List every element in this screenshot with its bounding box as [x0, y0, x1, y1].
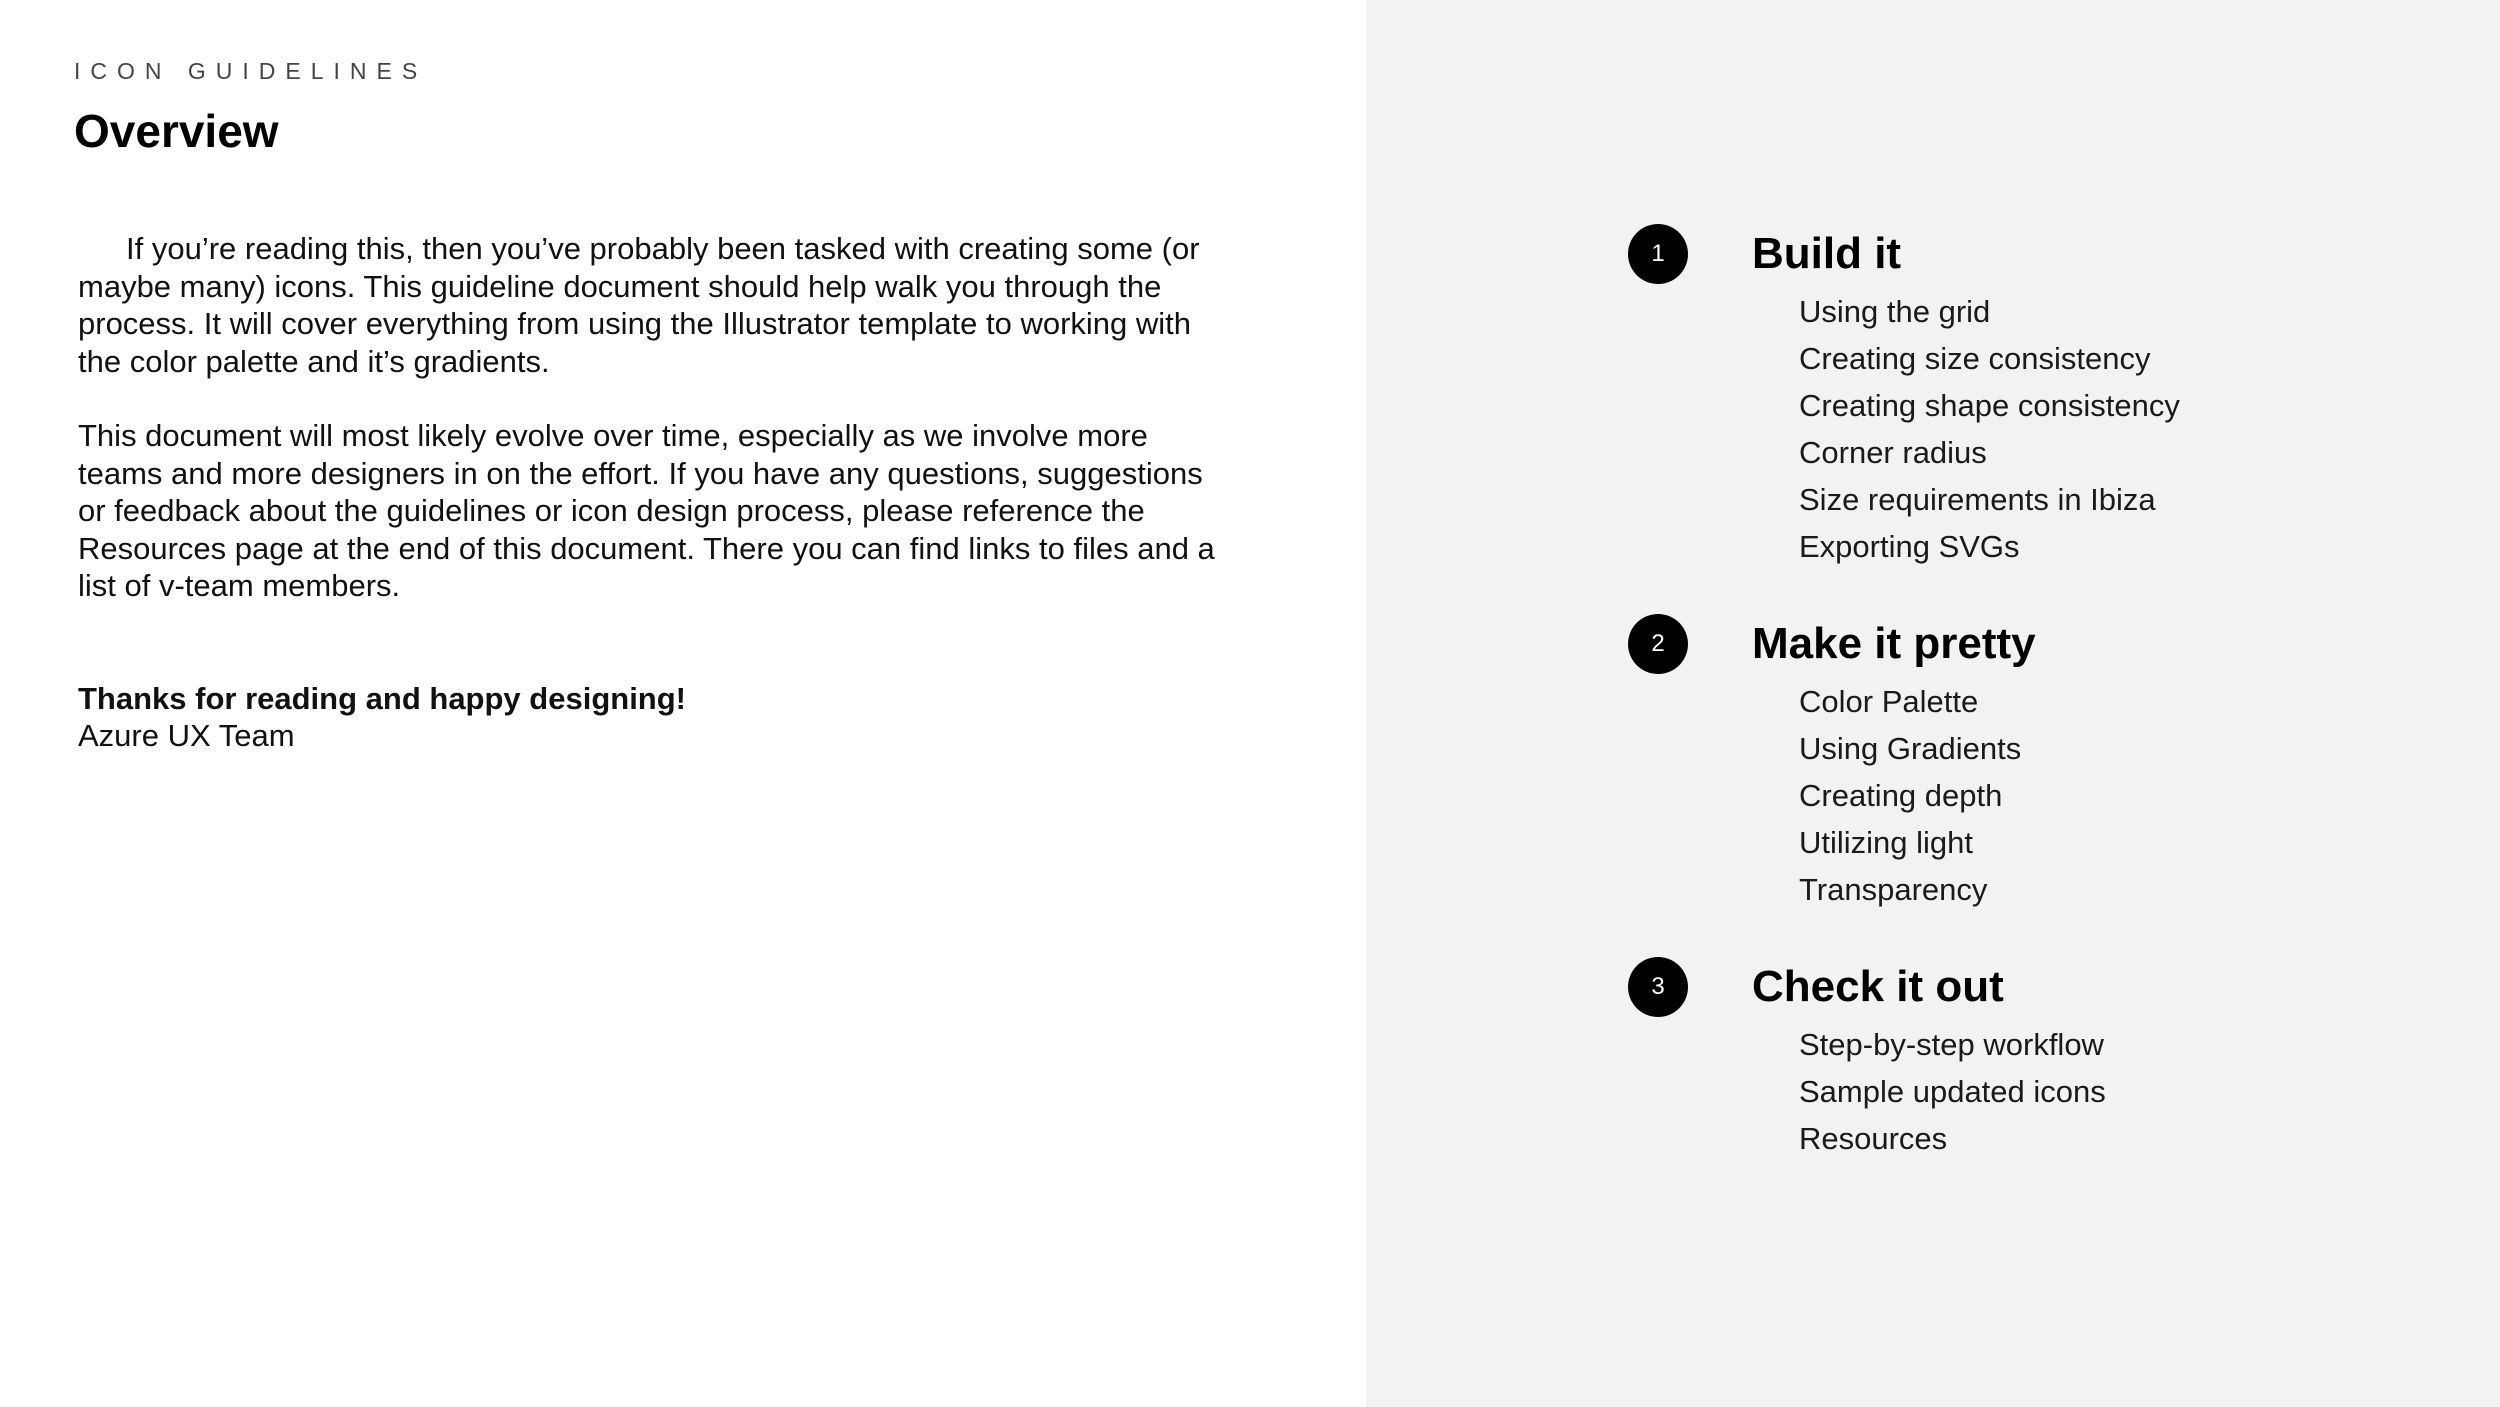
- signoff-thanks: Thanks for reading and happy designing!: [78, 680, 686, 716]
- toc-list-make-it-pretty: [1752, 678, 2448, 913]
- toc-item: Corner radius: [1799, 435, 1987, 470]
- toc-list-check-it-out: [1752, 1021, 2448, 1162]
- toc-item: Creating depth: [1799, 778, 2003, 813]
- toc-heading-make-it-pretty: Make it pretty: [1752, 619, 2036, 668]
- toc-item: Using the grid: [1799, 294, 1991, 329]
- toc-heading-check-it-out: Check it out: [1752, 962, 2004, 1011]
- signoff: [78, 680, 1238, 755]
- section-number-badge: 3: [1628, 957, 1688, 1017]
- toc-item: Step-by-step workflow: [1799, 1027, 2104, 1062]
- toc-item: Creating size consistency: [1799, 341, 2151, 376]
- toc-item: Sample updated icons: [1799, 1074, 2106, 1109]
- section-number-badge: 2: [1628, 614, 1688, 674]
- toc-item: Size requirements in Ibiza: [1799, 482, 2156, 517]
- page-title: Overview: [74, 105, 279, 157]
- toc-item: Transparency: [1799, 872, 1988, 907]
- toc-section-build-it: [1628, 220, 2448, 570]
- toc-list-build-it: [1752, 288, 2448, 570]
- toc-section-make-it-pretty: [1628, 610, 2448, 913]
- toc-item: Using Gradients: [1799, 731, 2022, 766]
- toc-item: Color Palette: [1799, 684, 1979, 719]
- overview-body: [78, 230, 1238, 755]
- toc-item: Creating shape consistency: [1799, 388, 2180, 423]
- signoff-team: Azure UX Team: [78, 718, 295, 753]
- section-number-badge: 1: [1628, 224, 1688, 284]
- toc-heading-build-it: Build it: [1752, 229, 1902, 278]
- intro-paragraph: If you’re reading this, then you’ve probably been tasked with creating some (or maybe many) icons. This guideline document should help walk you through the process. It will cover everything from using the Illustrator template to working with the color palette and it’s gradients.: [78, 231, 1200, 379]
- section-eyebrow: ICON GUIDELINES: [74, 58, 428, 84]
- toc-item: Exporting SVGs: [1799, 529, 2020, 564]
- table-of-contents: [1628, 220, 2448, 1162]
- evolution-paragraph: This document will most likely evolve over time, especially as we involve more teams and more designers in on the effort. If you have any questions, suggestions or feedback about the guidelines or icon design process, please reference the Resources page at the end of this document. There you can find links to files and a list of v-team members.: [78, 418, 1215, 603]
- toc-item: Resources: [1799, 1121, 1948, 1156]
- toc-item: Utilizing light: [1799, 825, 1974, 860]
- toc-section-check-it-out: [1628, 953, 2448, 1162]
